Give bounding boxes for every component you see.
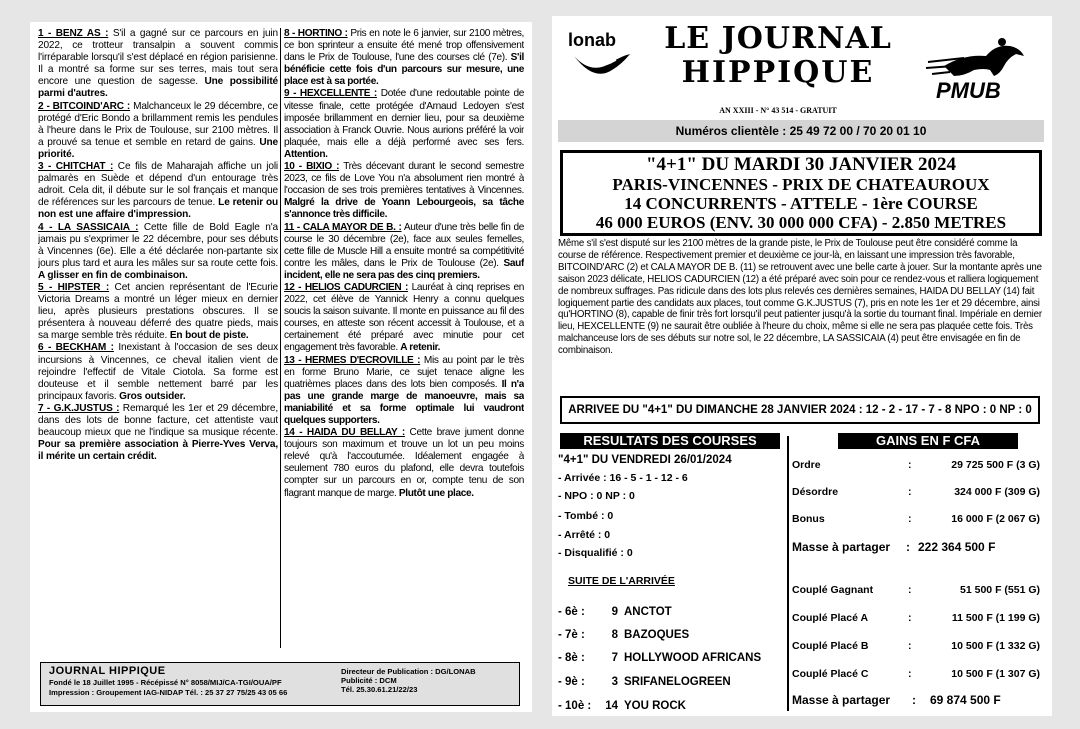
footer-printing: Impression : Groupement IAG-NIDAP Tél. : 25 37 27 75/25 43 05 66 [49, 688, 288, 697]
horse-name: 11 - CALA MAYOR DE B. : [284, 221, 402, 233]
horse-pronostic [284, 427, 524, 500]
horse-name: 4 - LA SASSICAIA : [38, 221, 139, 233]
results-fallen: - Tombé : 0 [558, 510, 614, 522]
horse-pronostic [38, 403, 278, 463]
gain-label: Bonus [792, 513, 825, 525]
horse-name: 5 - HIPSTER : [38, 281, 110, 293]
pmub-logo [924, 36, 1034, 106]
horse-pronostic [38, 101, 278, 161]
horse-comment: Cet ancien représentant de l'Ecurie Victoria Dreams a montré un léger mieux en dernier lieu, après plusieurs prestations obscures. Il se présentera à nouveau déferré des quatre pieds, mais sa marge semble très réduite. [38, 281, 278, 342]
race-header-box [560, 150, 1042, 236]
gain-row [792, 459, 1048, 473]
gain-label: Couplé Placé A [792, 612, 869, 624]
gain-colon: : [908, 513, 912, 525]
right-page [552, 16, 1052, 716]
horse-pronostic [284, 355, 524, 428]
arrival-rank: - 10è : [558, 700, 592, 712]
horse-verdict: Gros outsider. [119, 390, 186, 402]
horse-verdict: Le retenir ou non est une affaire d'impression. [38, 197, 278, 221]
horse-name: 12 - HELIOS CADURCIEN : [284, 281, 408, 293]
race-venue: PARIS-VINCENNES - PRIX DE CHATEAUROUX [612, 175, 990, 194]
horse-pronostic [284, 28, 524, 88]
gain-value: 51 500 F (551 G) [960, 584, 1040, 596]
lonab-ribbon-icon [572, 52, 632, 78]
horse-verdict: S'il bénéficie cette fois d'un parcours sur mesure, une place est à sa portée. [284, 52, 524, 88]
gain-colon: : [906, 540, 910, 554]
gain-value: 222 364 500 F [918, 540, 996, 554]
gain-row [792, 540, 1048, 554]
horse-comment: Cette fille de Bold Eagle n'a jamais pu s'exprimer le 22 décembre, pour ses débuts à Vincennes (6e). Elle a été déclarée non-partante six jours plus tard et aura les mâles sur sa route cette fois. [38, 221, 278, 269]
gain-colon: : [908, 584, 912, 596]
horse-comment: Pris en note le 6 janvier, sur 2100 mètres, ce bon sprinteur a ensuite été mené trop offensivement dans le Prix de Toulouse, l'une des courses clé (7e). [284, 28, 524, 64]
horse-name: 8 - HORTINO : [284, 28, 348, 39]
arrival-horse-name: BAZOQUES [624, 629, 690, 641]
gain-label: Ordre [792, 459, 821, 471]
gain-colon: : [908, 459, 912, 471]
horse-comment: S'il a gagné sur ce parcours en juin 2022, ce trotteur transalpin a souvent commis l'irréparable lorsqu'il s'est déplacé en région parisienne. Il a montré sa forme sur ses terres, mais tout sera encore une question de sagesse. [38, 28, 278, 88]
arrival-rank: - 7è : [558, 629, 585, 641]
arrival-horse-name: YOU ROCK [624, 700, 686, 712]
gain-value: 11 500 F (1 199 G) [951, 612, 1040, 624]
gain-row [792, 513, 1048, 527]
gain-row [792, 640, 1048, 654]
horse-comment: Très décevant durant le second semestre 2023, ce fils de Love You n'a absolument rien montré à l'occasion de ses trois premières tentatives à Vincennes. [284, 161, 524, 197]
lonab-logo-text: lonab [568, 30, 616, 50]
arrival-rank: - 8è : [558, 652, 585, 664]
horse-name: 1 - BENZ AS : [38, 28, 109, 39]
journal-title-line2: HIPPIQUE [681, 55, 875, 90]
footer-phone: Tél. 25.30.61.21/22/23 [341, 685, 418, 694]
horse-comment: Mis au point par le très en forme Bruno Marie, ce sujet tenace aligne les quatrièmes places dans des lots bien composés. [284, 354, 524, 390]
arrival-horse-name: HOLLYWOOD AFRICANS [624, 652, 762, 664]
gain-row [792, 693, 1048, 707]
horse-comment: Auteur d'une très belle fin de course le 30 décembre (2e), face aux seules femelles, cette fille de Muscle Hill a ensuite montré sa compétitivité contre les mâles, dans le Prix de Toulouse (2e). [284, 221, 524, 269]
horse-verdict: En bout de piste. [169, 330, 249, 342]
horse-pronostic [38, 222, 278, 282]
gain-label: Couplé Placé C [792, 668, 869, 680]
gain-label: Masse à partager [792, 693, 891, 707]
horse-pronostic [38, 28, 278, 101]
arrival-number: 3 [611, 676, 618, 688]
issue-number: AN XXIII - N° 43 514 - GRATUIT [719, 106, 837, 115]
column-2 [284, 28, 524, 648]
gains-heading: GAINS EN F CFA [838, 433, 1018, 449]
gain-value: 16 000 F (2 067 G) [951, 513, 1040, 525]
race-summary: Même s'il s'est disputé sur les 2100 mètres de la grande piste, le Prix de Toulouse peut être considéré comme la course de référence. Respectivement premier et deuxième ce jour-là, en laissant une impression très favorable, BITCOIND'ARC (2) et CALA MAYOR DE B. (11) se retrouvent avec une belle carte à jouer. Sur la montante après une saison 2023 délicate, HELIOS CADURCIEN (12) a été préparé avec soin pour ce rendez-vous et ralliera logiquement de nombreux suffrages. Pas ridicule dans des lots plus relevés ces dernières semaines, HAIDA DU BELLAY (14) fait logiquement partie des candidats aux places, tout comme G.K.JUSTUS (7), pris en note les 1er et 29 décembre, ainsi qu'HORTINO (8), capable de finir très fort lorsqu'il peut patienter jusqu'à la sortie du tournant final. Impériale en dernier lieu, HEXCELLENTE (9) ne saurait être oubliée à l'heure du choix, même si elle ne sera pas plaquée cette fois. Très malchanceuse lors de ses débuts sur notre sol, le 22 décembre, LA SASSICAIA (4) peut être envisagée en fin de combinaison. [558, 238, 1042, 357]
race-details: 14 CONCURRENTS - ATTELE - 1ère COURSE [624, 194, 978, 213]
horse-comment: Inexistant à l'occasion de ses deux incursions à Vincennes, ce cheval italien vient de rejoindre l'effectif de Vitale Ciotola. Sa forme est douteuse et il semble nettement barré par les principaux favoris. [38, 342, 278, 402]
gain-value: 10 500 F (1 307 G) [951, 668, 1040, 680]
arrival-rank: - 6è : [558, 606, 585, 618]
horse-verdict: A glisser en fin de combinaison. [38, 269, 188, 281]
gain-label: Couplé Placé B [792, 640, 869, 652]
horse-verdict: Sauf incident, elle ne sera pas des cinq premiers. [284, 257, 524, 281]
gain-row [792, 584, 1048, 598]
horse-pronostic [284, 161, 524, 221]
arrival-number: 8 [611, 629, 618, 641]
horse-name: 2 - BITCOIND'ARC : [38, 100, 131, 112]
results-npo: - NPO : 0 NP : 0 [558, 490, 635, 502]
footer-title: JOURNAL HIPPIQUE [49, 665, 166, 677]
horse-pronostic [38, 282, 278, 342]
gain-colon: : [908, 612, 912, 624]
horse-comment: Lauréat à cinq reprises en 2022, cet élève de Yannick Henry a connu quelques soucis la saison suivante. Il monte en puissance au fil des courses, en atteste son récent accessit à Toulouse, et a certainement été préparé avec minutie pour cet engagement très favorable. [284, 281, 524, 354]
horse-name: 7 - G.K.JUSTUS : [38, 402, 120, 414]
left-page [30, 22, 532, 712]
pronostics-columns [38, 28, 523, 650]
horse-verdict: Plutôt une place. [398, 487, 474, 499]
arrival-number: 9 [611, 606, 618, 618]
gain-colon: : [908, 486, 912, 498]
gain-row [792, 486, 1048, 500]
gain-value: 29 725 500 F (3 G) [951, 459, 1040, 471]
race-date: "4+1" DU MARDI 30 JANVIER 2024 [645, 154, 957, 175]
race-purse: 46 000 EUROS (ENV. 30 000 000 CFA) - 2.850 METRES [595, 213, 1007, 232]
footer-director: Directeur de Publication : DG/LONAB [341, 667, 476, 676]
gain-colon: : [908, 668, 912, 680]
horse-pronostic [38, 161, 278, 221]
gain-value: 69 874 500 F [930, 693, 1001, 707]
footer-advertising: Publicité : DCM [341, 676, 397, 685]
horse-comment: Cette brave jument donne toujours son maximum et trouve un lot un peu moins relevé qu'à l'accoutumée. Idéalement engagée à seulement 780 euros du plafond, elle devra toutefois compter sur un parcours en or, compte tenu de son flagrant manque de marge. [284, 427, 524, 499]
horse-name: 6 - BECKHAM : [38, 342, 114, 354]
gain-label: Masse à partager [792, 540, 891, 554]
horse-comment: Ce fils de Maharajah affiche un joli palmarès en Suède et dépend d'un entourage très adroit. Cela dit, il débute sur le sol français et manque de références sur les parcours de tenue. [38, 161, 278, 209]
horse-pronostic [284, 88, 524, 161]
pmub-logo-text: PMUB [936, 78, 1001, 103]
horse-verdict: Attention. [284, 148, 328, 160]
horse-verdict: Il n'a pas une grande marge de manoeuvre, mais sa maniabilité et sa forme optimale lui vaudront quelques supporters. [284, 378, 524, 426]
gain-colon: : [908, 640, 912, 652]
footer-founded: Fondé le 18 Juillet 1995 - Récépissé N° 8058/MIJ/CA-TGI/OUA/PF [49, 678, 282, 687]
results-stopped: - Arrêté : 0 [558, 529, 611, 541]
horse-verdict: Pour sa première association à Pierre-Yves Verva, il mérite un certain crédit. [38, 439, 278, 463]
horse-pronostic [38, 342, 278, 402]
customer-numbers: Numéros clientèle : 25 49 72 00 / 70 20 01 10 [558, 120, 1044, 142]
results-arrival: - Arrivée : 16 - 5 - 1 - 12 - 6 [558, 472, 688, 484]
column-1 [38, 28, 278, 648]
lonab-logo [568, 30, 636, 66]
gain-label: Désordre [792, 486, 839, 498]
horse-jockey-icon [924, 36, 1034, 80]
horse-pronostic [284, 282, 524, 355]
masthead-footer [40, 662, 520, 706]
arrivee-box: ARRIVEE DU "4+1" DU DIMANCHE 28 JANVIER 2024 : 12 - 2 - 17 - 7 - 8 NPO : 0 NP : 0 [560, 396, 1040, 424]
horse-name: 13 - HERMES D'ECROVILLE : [284, 354, 421, 366]
arrival-horse-name: SRIFANELOGREEN [624, 676, 731, 688]
horse-verdict: Une possibilité parmi d'autres. [38, 76, 278, 100]
horse-comment: Remarqué les 1er et 29 décembre, dans des lots de bonne facture, cet attentiste vaut beaucoup mieux que ne l'indique sa musique récente. [38, 402, 278, 439]
arrival-number: 7 [611, 652, 618, 664]
horse-name: 3 - CHITCHAT : [38, 161, 114, 173]
gain-colon: : [912, 693, 916, 707]
gain-value: 10 500 F (1 332 G) [951, 640, 1040, 652]
journal-title-line1: LE JOURNAL [664, 21, 892, 56]
gain-value: 324 000 F (309 G) [954, 486, 1040, 498]
horse-pronostic [284, 222, 524, 282]
horse-verdict: Une priorité. [38, 136, 278, 160]
horse-comment: Dotée d'une redoutable pointe de vitesse finale, cette protégée d'Arnaud Ledoyen s'est imposée brillamment en dernier lieu, pour sa deuxième association à Franck Ouvrie. Nous aurions préféré la voir plaquée, mais elle a déjà performé avec ses fers. [284, 88, 524, 148]
arrival-horse-name: ANCTOT [624, 606, 672, 618]
gain-label: Couplé Gagnant [792, 584, 874, 596]
gain-row [792, 668, 1048, 682]
horse-name: 10 - BIXIO : [284, 161, 340, 173]
horse-verdict: Malgré la drive de Yoann Lebourgeois, sa tâche s'annonce très difficile. [284, 197, 524, 221]
horse-comment: Malchanceux le 29 décembre, ce protégé d'Eric Bondo a brillamment remis les pendules à l'heure dans le Prix de Toulouse, sur 2100 mètres. Il a prouvé sa tenue et semble en retard de gains. [38, 100, 278, 148]
results-title: "4+1" DU VENDREDI 26/01/2024 [558, 454, 732, 466]
horse-name: 9 - HEXCELLENTE : [284, 88, 377, 100]
arrival-number: 14 [605, 700, 618, 712]
results-heading: RESULTATS DES COURSES [560, 433, 780, 449]
horse-verdict: A retenir. [400, 342, 441, 354]
results-disqualified: - Disqualifié : 0 [558, 547, 633, 559]
gain-row [792, 612, 1048, 626]
arrival-rank: - 9è : [558, 676, 585, 688]
results-suite-title: SUITE DE L'ARRIVÉE [568, 575, 675, 587]
horse-name: 14 - HAIDA DU BELLAY : [284, 427, 405, 439]
column-divider [280, 28, 281, 648]
